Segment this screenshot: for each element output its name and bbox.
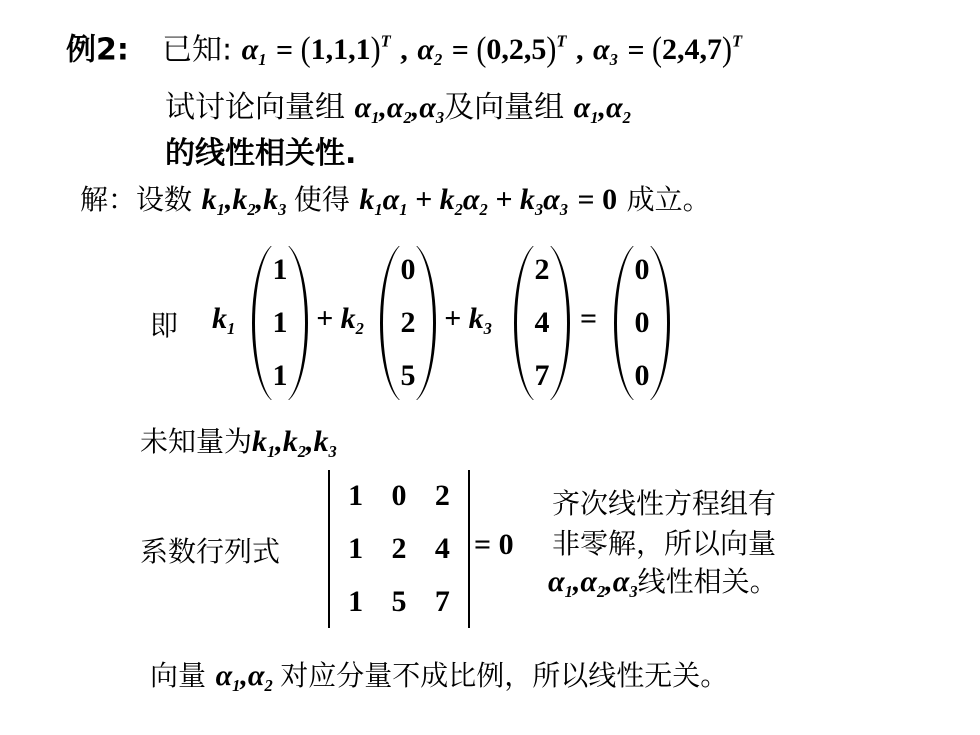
- unknowns-label: 未知量为: [140, 425, 253, 458]
- note-line-3: $\alpha_1,\alpha_2,\alpha_3$线性相关。: [548, 565, 778, 601]
- alpha-2-symbol: $\alpha_2$: [417, 33, 443, 70]
- transpose-mark: T: [732, 32, 743, 51]
- coef-k1: $k_1$: [212, 302, 236, 338]
- conclusion-line: 向量 $\alpha_1,\alpha_2$ 对应分量不成比例，所以线性无关。: [150, 659, 729, 695]
- transpose-mark: T: [556, 32, 567, 51]
- note-tail: 线性相关。: [637, 565, 778, 598]
- given-label: 已知:: [161, 32, 233, 68]
- alpha-1-value: 1,1,1: [310, 33, 371, 67]
- alpha-3-symbol: $\alpha_3$: [593, 33, 618, 70]
- coef-k3: + $k_3$: [444, 302, 492, 338]
- alpha-2-value: 0,2,5: [486, 33, 547, 67]
- alpha-3-value: 2,4,7: [662, 33, 723, 67]
- holds-text: 成立。: [626, 183, 711, 216]
- vector-zero: 0 0 0: [614, 243, 670, 403]
- vector-1: 1 1 1: [252, 243, 308, 403]
- example-line-2: 试讨论向量组 $\alpha_1,\alpha_2,\alpha_3$及向量组 $\alpha_1,\alpha_2$: [165, 90, 631, 127]
- namely-label: 即: [150, 309, 179, 342]
- alpha-1-symbol: $\alpha_1$: [241, 33, 267, 70]
- example-line-1: 例2: 已知: $\alpha_1 = (1,1,1)^T$ , $\alpha_2 = (0,2,5)^T$ , $\alpha_3 = (2,4,7)^T$: [66, 30, 743, 70]
- note-line-1: 齐次线性方程组有: [552, 487, 777, 520]
- vector-2: 0 2 5: [380, 243, 436, 403]
- conclusion-pre: 向量: [150, 659, 207, 692]
- conclusion-post: 对应分量不成比例，所以线性无关。: [280, 659, 729, 692]
- example-label: 例2:: [66, 32, 129, 68]
- zero-value: 0: [602, 183, 618, 216]
- note-line-2: 非零解，所以向量: [552, 527, 777, 560]
- transpose-mark: T: [380, 32, 391, 51]
- det-result: 0: [498, 528, 514, 561]
- solution-line: 解：设数 $k_1,k_2,k_3$ 使得 $k_1\alpha_1 + k_2\alpha_2 + k_3\alpha_3 = 0$ 成立。: [80, 183, 711, 219]
- task-and: 及向量组: [444, 90, 565, 125]
- solution-label: 解：: [80, 183, 137, 216]
- det-equals: = 0: [474, 528, 514, 561]
- vector-3: 2 4 7: [514, 243, 570, 403]
- task-text-2: 的线性相关性.: [165, 136, 357, 171]
- unknowns-line: 未知量为$k_1,k_2,k_3$: [140, 425, 337, 461]
- set-text: 设数: [136, 183, 193, 216]
- task-text-1: 试讨论向量组: [165, 90, 345, 125]
- example-line-3: [165, 134, 356, 174]
- coef-k2: + $k_2$: [316, 302, 364, 338]
- coef-det-label: 系数行列式: [140, 535, 281, 568]
- such-that-text: 使得: [293, 183, 350, 216]
- coefficient-determinant: 1 0 2 1 2 4 1 5 7: [328, 470, 470, 628]
- equals-sign: =: [580, 302, 598, 335]
